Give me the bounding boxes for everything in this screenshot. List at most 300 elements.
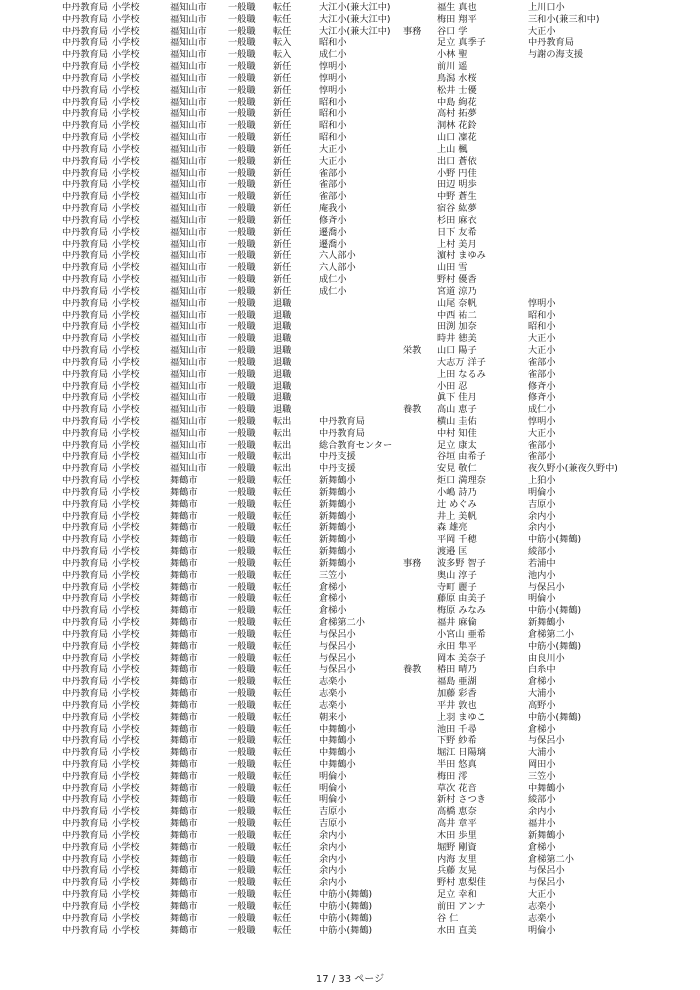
cell-city: 舞鶴市 [170, 900, 198, 912]
cell-movement: 転任 [273, 889, 292, 901]
cell-staff-type: 一般職 [228, 900, 256, 912]
cell-staff-type: 一般職 [228, 723, 256, 735]
cell-school: 明倫小 [319, 794, 347, 806]
cell-office: 中丹教育局 [62, 486, 108, 498]
table-row [0, 593, 700, 605]
cell-movement: 転任 [273, 711, 292, 723]
cell-name: 椿田 晴乃 [437, 664, 477, 676]
cell-city: 福知山市 [170, 226, 207, 238]
cell-other-school: 雀部小 [528, 451, 556, 463]
table-row [0, 641, 700, 653]
cell-school: 大江小(兼大江中) [319, 2, 391, 13]
cell-name: 高井 章平 [437, 818, 477, 830]
cell-name: 梅田 翔平 [437, 13, 477, 25]
cell-movement: 退職 [273, 321, 292, 333]
cell-city: 福知山市 [170, 463, 207, 475]
table-row [0, 61, 700, 73]
cell-other-school: 綾部小 [528, 546, 556, 558]
cell-movement: 新任 [273, 108, 292, 120]
cell-office: 中丹教育局 [62, 37, 108, 49]
cell-name: 上田 なるみ [437, 368, 486, 380]
cell-school-type: 小学校 [112, 770, 140, 782]
cell-office: 中丹教育局 [62, 510, 108, 522]
cell-school-type: 小学校 [112, 380, 140, 392]
cell-name: 谷 仁 [437, 912, 459, 924]
cell-other-school: 大浦小 [528, 688, 556, 700]
cell-staff-type: 一般職 [228, 605, 256, 617]
cell-city: 舞鶴市 [170, 688, 198, 700]
cell-school: 朝来小 [319, 711, 347, 723]
cell-school-type: 小学校 [112, 333, 140, 345]
cell-movement: 転任 [273, 581, 292, 593]
cell-office: 中丹教育局 [62, 924, 108, 936]
cell-name: 小嶋 詩乃 [437, 486, 477, 498]
cell-movement: 転任 [273, 652, 292, 664]
cell-school: 余内小 [319, 865, 347, 877]
cell-other-school: 高野小 [528, 699, 556, 711]
cell-staff-type: 一般職 [228, 510, 256, 522]
cell-name: 水田 直美 [437, 924, 477, 936]
cell-school-type: 小学校 [112, 285, 140, 297]
cell-city: 福知山市 [170, 451, 207, 463]
cell-office: 中丹教育局 [62, 853, 108, 865]
cell-staff-type: 一般職 [228, 699, 256, 711]
cell-school-type: 小学校 [112, 203, 140, 215]
cell-city: 舞鶴市 [170, 581, 198, 593]
cell-office: 中丹教育局 [62, 143, 108, 155]
cell-office: 中丹教育局 [62, 333, 108, 345]
table-row [0, 771, 700, 783]
cell-school: 中舞鶴小 [319, 759, 356, 770]
cell-office: 中丹教育局 [62, 72, 108, 84]
cell-other-school: 倉梯第二小 [528, 853, 574, 865]
cell-school-type: 小学校 [112, 486, 140, 498]
cell-school-type: 小学校 [112, 25, 140, 37]
cell-city: 舞鶴市 [170, 605, 198, 617]
table-row [0, 724, 700, 736]
cell-school: 雀部小 [319, 167, 347, 179]
cell-school: 中舞鶴小 [319, 723, 356, 735]
cell-movement: 転任 [273, 723, 292, 735]
cell-name: 炬口 満理奈 [437, 475, 486, 487]
cell-staff-type: 一般職 [228, 853, 256, 865]
cell-school: 惇明小 [319, 84, 347, 96]
cell-movement: 転任 [273, 664, 292, 676]
cell-name: 安見 敬仁 [437, 463, 477, 475]
cell-city: 舞鶴市 [170, 794, 198, 806]
cell-school-type: 小学校 [112, 345, 140, 357]
cell-staff-type: 一般職 [228, 652, 256, 664]
cell-other-school: 中丹教育局 [528, 37, 574, 49]
table-row [0, 321, 700, 333]
cell-school-type: 小学校 [112, 794, 140, 806]
table-row [0, 511, 700, 523]
cell-school-type: 小学校 [112, 2, 140, 13]
cell-movement: 転任 [273, 557, 292, 569]
cell-staff-type: 一般職 [228, 877, 256, 889]
cell-city: 福知山市 [170, 13, 207, 25]
table-row [0, 783, 700, 795]
cell-school-type: 小学校 [112, 640, 140, 652]
cell-school: 明倫小 [319, 782, 347, 794]
cell-office: 中丹教育局 [62, 356, 108, 368]
cell-job: 養教 [403, 664, 422, 676]
cell-city: 福知山市 [170, 368, 207, 380]
cell-name: 高山 恵子 [437, 404, 477, 416]
cell-staff-type: 一般職 [228, 96, 256, 108]
cell-movement: 新任 [273, 155, 292, 167]
table-row [0, 747, 700, 759]
cell-staff-type: 一般職 [228, 2, 256, 13]
cell-city: 福知山市 [170, 439, 207, 451]
cell-name: 小林 聖 [437, 49, 468, 61]
cell-city: 福知山市 [170, 333, 207, 345]
cell-name: 梅原 みなみ [437, 605, 486, 617]
cell-city: 福知山市 [170, 262, 207, 274]
cell-movement: 転任 [273, 877, 292, 889]
cell-office: 中丹教育局 [62, 759, 108, 770]
cell-name: 田渕 加奈 [437, 321, 477, 333]
cell-other-school: 惇明小 [528, 297, 556, 309]
cell-other-school: 大正小 [528, 345, 556, 357]
cell-city: 舞鶴市 [170, 652, 198, 664]
cell-school-type: 小学校 [112, 841, 140, 853]
cell-school: 庵我小 [319, 203, 347, 215]
cell-other-school: 余内小 [528, 522, 556, 534]
cell-school-type: 小学校 [112, 628, 140, 640]
table-row [0, 475, 700, 487]
cell-office: 中丹教育局 [62, 522, 108, 534]
table-row [0, 534, 700, 546]
cell-name: 草次 花音 [437, 782, 477, 794]
cell-city: 福知山市 [170, 238, 207, 250]
cell-school-type: 小学校 [112, 652, 140, 664]
cell-school-type: 小学校 [112, 132, 140, 144]
cell-school-type: 小学校 [112, 593, 140, 605]
cell-name: 堀野 剛資 [437, 841, 477, 853]
cell-school-type: 小学校 [112, 191, 140, 203]
cell-movement: 転任 [273, 546, 292, 558]
cell-name: 野村 恵梨佳 [437, 877, 486, 889]
cell-staff-type: 一般職 [228, 61, 256, 73]
cell-city: 舞鶴市 [170, 546, 198, 558]
cell-movement: 転任 [273, 794, 292, 806]
table-row [0, 487, 700, 499]
cell-city: 舞鶴市 [170, 853, 198, 865]
cell-name: 波多野 智子 [437, 557, 486, 569]
cell-name: 宿谷 紘夢 [437, 203, 477, 215]
table-row [0, 629, 700, 641]
cell-name: 濵村 まゆみ [437, 250, 486, 262]
cell-name: 杉田 麻衣 [437, 214, 477, 226]
cell-name: 奥山 淳子 [437, 569, 477, 581]
cell-school: 中筋小(舞鶴) [319, 889, 373, 901]
cell-movement: 転任 [273, 912, 292, 924]
cell-school: 志楽小 [319, 688, 347, 700]
cell-office: 中丹教育局 [62, 865, 108, 877]
cell-school: 中舞鶴小 [319, 747, 356, 759]
cell-school: 新舞鶴小 [319, 534, 356, 546]
cell-movement: 転任 [273, 676, 292, 688]
cell-school-type: 小学校 [112, 238, 140, 250]
cell-office: 中丹教育局 [62, 321, 108, 333]
cell-movement: 転任 [273, 486, 292, 498]
cell-school-type: 小学校 [112, 155, 140, 167]
cell-school: 成仁小 [319, 49, 347, 61]
cell-school: 倉梯小 [319, 605, 347, 617]
cell-city: 福知山市 [170, 191, 207, 203]
cell-city: 舞鶴市 [170, 699, 198, 711]
cell-school: 修斉小 [319, 214, 347, 226]
cell-school-type: 小学校 [112, 356, 140, 368]
cell-school-type: 小学校 [112, 735, 140, 747]
cell-school: 与保呂小 [319, 628, 356, 640]
cell-movement: 新任 [273, 226, 292, 238]
cell-office: 中丹教育局 [62, 735, 108, 747]
cell-name: 中島 絢花 [437, 96, 477, 108]
cell-staff-type: 一般職 [228, 155, 256, 167]
cell-school-type: 小学校 [112, 226, 140, 238]
cell-staff-type: 一般職 [228, 688, 256, 700]
cell-movement: 退職 [273, 297, 292, 309]
cell-name: 中村 知佳 [437, 427, 477, 439]
cell-office: 中丹教育局 [62, 546, 108, 558]
cell-school-type: 小学校 [112, 250, 140, 262]
table-row [0, 357, 700, 369]
cell-movement: 新任 [273, 84, 292, 96]
cell-name: 松井 士優 [437, 84, 477, 96]
cell-job: 養教 [403, 404, 422, 416]
cell-school-type: 小学校 [112, 546, 140, 558]
cell-school-type: 小学校 [112, 865, 140, 877]
table-row [0, 262, 700, 274]
table-row [0, 120, 700, 132]
cell-city: 福知山市 [170, 2, 207, 13]
cell-city: 福知山市 [170, 321, 207, 333]
table-row [0, 889, 700, 901]
cell-office: 中丹教育局 [62, 829, 108, 841]
cell-name: 小野 円佳 [437, 167, 477, 179]
cell-staff-type: 一般職 [228, 415, 256, 427]
cell-movement: 転任 [273, 841, 292, 853]
cell-office: 中丹教育局 [62, 581, 108, 593]
cell-staff-type: 一般職 [228, 13, 256, 25]
cell-school: 志楽小 [319, 699, 347, 711]
cell-name: 内海 友里 [437, 853, 477, 865]
cell-name: 上村 美月 [437, 238, 477, 250]
cell-name: 藤原 由美子 [437, 593, 486, 605]
cell-name: 足立 真季子 [437, 37, 486, 49]
cell-school-type: 小学校 [112, 782, 140, 794]
cell-name: 山田 雪 [437, 262, 468, 274]
cell-name: 洞林 花鈴 [437, 120, 477, 132]
cell-other-school: 中筋小(舞鶴) [528, 640, 582, 652]
cell-job: 栄教 [403, 345, 422, 357]
cell-city: 舞鶴市 [170, 498, 198, 510]
cell-city: 福知山市 [170, 356, 207, 368]
cell-school-type: 小学校 [112, 605, 140, 617]
cell-office: 中丹教育局 [62, 345, 108, 357]
table-row [0, 428, 700, 440]
cell-school-type: 小学校 [112, 475, 140, 487]
cell-school-type: 小学校 [112, 262, 140, 274]
cell-school-type: 小学校 [112, 853, 140, 865]
cell-office: 中丹教育局 [62, 889, 108, 901]
cell-name: 時井 徳美 [437, 333, 477, 345]
table-row [0, 901, 700, 913]
cell-staff-type: 一般職 [228, 818, 256, 830]
cell-name: 池田 千尋 [437, 723, 477, 735]
cell-office: 中丹教育局 [62, 392, 108, 404]
table-row [0, 854, 700, 866]
cell-name: 半田 悠真 [437, 759, 477, 770]
cell-other-school: 修斉小 [528, 392, 556, 404]
cell-movement: 新任 [273, 120, 292, 132]
cell-school-type: 小学校 [112, 84, 140, 96]
cell-school: 新舞鶴小 [319, 475, 356, 487]
cell-school: 倉梯小 [319, 593, 347, 605]
cell-staff-type: 一般職 [228, 581, 256, 593]
cell-name: 中野 蒼生 [437, 191, 477, 203]
cell-office: 中丹教育局 [62, 782, 108, 794]
cell-staff-type: 一般職 [228, 498, 256, 510]
cell-school-type: 小学校 [112, 617, 140, 629]
cell-movement: 転任 [273, 2, 292, 13]
cell-office: 中丹教育局 [62, 676, 108, 688]
cell-other-school: 由良川小 [528, 652, 565, 664]
table-row [0, 605, 700, 617]
cell-office: 中丹教育局 [62, 226, 108, 238]
cell-other-school: 与保呂小 [528, 877, 565, 889]
cell-movement: 新任 [273, 132, 292, 144]
cell-movement: 転任 [273, 747, 292, 759]
cell-school: 中丹教育局 [319, 427, 365, 439]
cell-school-type: 小学校 [112, 806, 140, 818]
table-row [0, 546, 700, 558]
cell-staff-type: 一般職 [228, 770, 256, 782]
cell-staff-type: 一般職 [228, 794, 256, 806]
cell-movement: 転任 [273, 25, 292, 37]
cell-movement: 転任 [273, 628, 292, 640]
cell-movement: 転出 [273, 415, 292, 427]
cell-office: 中丹教育局 [62, 368, 108, 380]
cell-city: 舞鶴市 [170, 510, 198, 522]
cell-staff-type: 一般職 [228, 889, 256, 901]
cell-movement: 転任 [273, 865, 292, 877]
table-row [0, 49, 700, 61]
cell-movement: 転任 [273, 534, 292, 546]
cell-movement: 新任 [273, 191, 292, 203]
cell-school: 大正小 [319, 155, 347, 167]
cell-city: 舞鶴市 [170, 806, 198, 818]
cell-name: 高橋 恵奈 [437, 806, 477, 818]
cell-other-school: 吉原小 [528, 498, 556, 510]
cell-office: 中丹教育局 [62, 723, 108, 735]
cell-other-school: 雀部小 [528, 368, 556, 380]
table-row [0, 37, 700, 49]
cell-city: 舞鶴市 [170, 676, 198, 688]
cell-name: 前田 アンナ [437, 900, 486, 912]
cell-school-type: 小学校 [112, 510, 140, 522]
cell-office: 中丹教育局 [62, 818, 108, 830]
cell-movement: 新任 [273, 179, 292, 191]
cell-office: 中丹教育局 [62, 463, 108, 475]
cell-movement: 転任 [273, 770, 292, 782]
cell-city: 舞鶴市 [170, 759, 198, 770]
cell-staff-type: 一般職 [228, 132, 256, 144]
cell-name: 中西 祐二 [437, 309, 477, 321]
cell-office: 中丹教育局 [62, 628, 108, 640]
cell-name: 福井 麻倫 [437, 617, 477, 629]
cell-name: 渡邉 匡 [437, 546, 468, 558]
cell-staff-type: 一般職 [228, 439, 256, 451]
cell-city: 舞鶴市 [170, 486, 198, 498]
cell-school-type: 小学校 [112, 120, 140, 132]
cell-school-type: 小学校 [112, 747, 140, 759]
cell-staff-type: 一般職 [228, 486, 256, 498]
cell-city: 舞鶴市 [170, 711, 198, 723]
cell-office: 中丹教育局 [62, 250, 108, 262]
table-row [0, 392, 700, 404]
cell-office: 中丹教育局 [62, 427, 108, 439]
cell-staff-type: 一般職 [228, 108, 256, 120]
cell-school-type: 小学校 [112, 829, 140, 841]
cell-office: 中丹教育局 [62, 49, 108, 61]
cell-school-type: 小学校 [112, 877, 140, 889]
cell-staff-type: 一般職 [228, 37, 256, 49]
cell-school: 中筋小(舞鶴) [319, 912, 373, 924]
cell-city: 舞鶴市 [170, 475, 198, 487]
cell-office: 中丹教育局 [62, 179, 108, 191]
cell-school: 中舞鶴小 [319, 735, 356, 747]
cell-other-school: 大浦小 [528, 747, 556, 759]
cell-school-type: 小学校 [112, 463, 140, 475]
table-row [0, 215, 700, 227]
cell-name: 福島 亜湖 [437, 676, 477, 688]
cell-name: 福生 真也 [437, 2, 477, 13]
cell-city: 舞鶴市 [170, 841, 198, 853]
cell-school: 三笠小 [319, 569, 347, 581]
cell-office: 中丹教育局 [62, 404, 108, 416]
cell-staff-type: 一般職 [228, 841, 256, 853]
cell-movement: 転入 [273, 37, 292, 49]
cell-office: 中丹教育局 [62, 806, 108, 818]
table-row [0, 97, 700, 109]
cell-movement: 転任 [273, 782, 292, 794]
cell-movement: 転任 [273, 759, 292, 770]
cell-city: 福知山市 [170, 415, 207, 427]
cell-movement: 転任 [273, 688, 292, 700]
cell-other-school: 中筋小(舞鶴) [528, 534, 582, 546]
cell-school-type: 小学校 [112, 49, 140, 61]
cell-office: 中丹教育局 [62, 13, 108, 25]
cell-city: 舞鶴市 [170, 770, 198, 782]
table-row [0, 2, 700, 14]
cell-city: 福知山市 [170, 96, 207, 108]
cell-other-school: 惇明小 [528, 415, 556, 427]
cell-school: 志楽小 [319, 676, 347, 688]
cell-school-type: 小学校 [112, 13, 140, 25]
table-row [0, 333, 700, 345]
cell-office: 中丹教育局 [62, 96, 108, 108]
cell-name: 永田 隼平 [437, 640, 477, 652]
cell-school-type: 小学校 [112, 924, 140, 936]
cell-city: 福知山市 [170, 345, 207, 357]
cell-school-type: 小学校 [112, 179, 140, 191]
cell-school: 雀部小 [319, 191, 347, 203]
cell-other-school: 与保呂小 [528, 581, 565, 593]
cell-office: 中丹教育局 [62, 2, 108, 13]
